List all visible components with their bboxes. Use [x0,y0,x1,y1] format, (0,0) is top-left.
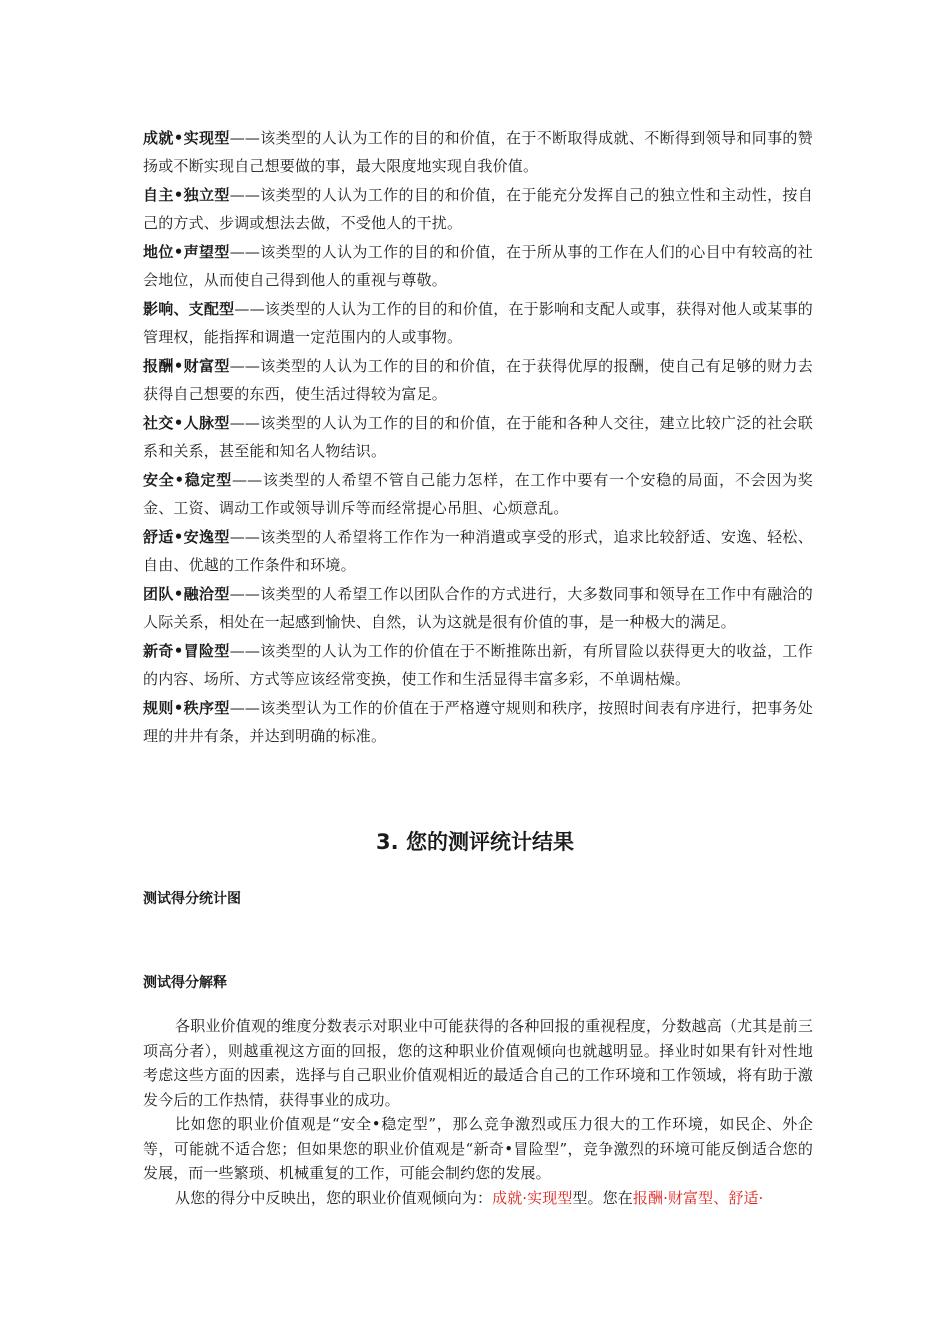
definition-text: ——该类型的人认为工作的目的和价值，在于能充分发挥自己的独立性和主动性，按自己的方式、步调或想法去做，不受他人的干扰。 [143,186,813,232]
score-explanation [143,1014,813,1210]
definition-text: ——该类型的人认为工作的价值在于不断推陈出新，有所冒险以获得更大的收益，工作的内容、场所、方式等应该经常变换，使工作和生活显得丰富多彩，不单调枯燥。 [143,642,813,688]
definition-status [143,238,813,294]
definition-adventure [143,637,813,693]
definition-term: 团队•融洽型 [143,585,230,603]
definition-order [143,694,813,750]
definition-term: 社交•人脉型 [143,414,230,432]
definition-text: ——该类型的人认为工作的目的和价值，在于获得优厚的报酬，使自己有足够的财力去获得自己想要的东西，使生活过得较为富足。 [143,357,813,403]
secondary-types-highlight: 报酬·财富型、舒适· [632,1188,764,1207]
definition-term: 安全•稳定型 [143,471,232,489]
definition-security [143,466,813,522]
definition-term: 自主•独立型 [143,186,230,204]
definition-term: 成就•实现型 [143,129,230,147]
primary-type-highlight: 成就·实现型 [492,1188,573,1207]
definition-text: ——该类型的人希望不管自己能力怎样，在工作中要有一个安稳的局面，不会因为奖金、工资、调动工作或领导训斥等而经常提心吊胆、心烦意乱。 [143,471,813,517]
definition-text: ——该类型的人认为工作的目的和价值，在于能和各种人交往，建立比较广泛的社会联系和关系，甚至能和知名人物结识。 [143,414,813,460]
definition-text: ——该类型的人认为工作的目的和价值，在于所从事的工作在人们的心目中有较高的社会地位，从而使自己得到他人的重视与尊敬。 [143,243,813,289]
result-prefix: 从您的得分中反映出，您的职业价值观倾向为： [175,1188,493,1207]
definition-term: 规则•秩序型 [143,699,230,717]
definition-autonomy [143,181,813,237]
explain-heading: 测试得分解释 [143,975,227,991]
definition-text: ——该类型的人认为工作的目的和价值，在于影响和支配人或事，获得对他人或某事的管理权，能指挥和调遣一定范围内的人或事物。 [143,300,813,346]
definition-text: ——该类型的人认为工作的目的和价值，在于不断取得成就、不断得到领导和同事的赞扬或不断实现自己想要做的事，最大限度地实现自我价值。 [143,129,813,175]
definition-term: 影响、支配型 [143,300,235,318]
definition-text: ——该类型的人希望将工作作为一种消遣或享受的形式，追求比较舒适、安逸、轻松、自由、优越的工作条件和环境。 [143,528,813,574]
explanation-paragraph-1: 各职业价值观的维度分数表示对职业中可能获得的各种回报的重视程度，分数越高（尤其是前三项高分者），则越重视这方面的回报，您的这种职业价值观倾向也就越明显。择业时如果有针对性地考虑这些方面的因素，选择与自己职业价值观相近的最适合自己的工作环境和工作领域，将有助于激发今后的工作热情，获得事业的成功。 [143,1017,813,1109]
definition-text: ——该类型的人希望工作以团队合作的方式进行，大多数同事和领导在工作中有融洽的人际关系，相处在一起感到愉快、自然，认为这就是很有价值的事，是一种极大的满足。 [143,585,813,631]
definition-influence [143,295,813,351]
definition-social [143,409,813,465]
result-middle: 型。您在 [572,1188,633,1207]
definition-term: 地位•声望型 [143,243,230,261]
value-type-definitions [143,124,813,751]
definition-term: 报酬•财富型 [143,357,230,375]
chart-heading: 测试得分统计图 [143,891,241,907]
explanation-paragraph-3 [143,1186,813,1211]
definition-text: ——该类型认为工作的价值在于严格遵守规则和秩序，按照时间表有序进行，把事务处理的井井有条，并达到明确的标准。 [143,699,813,745]
definition-reward [143,352,813,408]
definition-team [143,580,813,636]
section-title: 3. 您的测评统计结果 [376,830,574,854]
definition-term: 舒适•安逸型 [143,528,230,546]
explanation-paragraph-2: 比如您的职业价值观是“安全•稳定型”，那么竞争激烈或压力很大的工作环境，如民企、外企等，可能就不适合您；但如果您的职业价值观是“新奇•冒险型”，竞争激烈的环境可能反倒适合您的发展，而一些繁琐、机械重复的工作，可能会制约您的发展。 [143,1115,813,1182]
definition-achievement [143,124,813,180]
definition-term: 新奇•冒险型 [143,642,230,660]
definition-comfort [143,523,813,579]
